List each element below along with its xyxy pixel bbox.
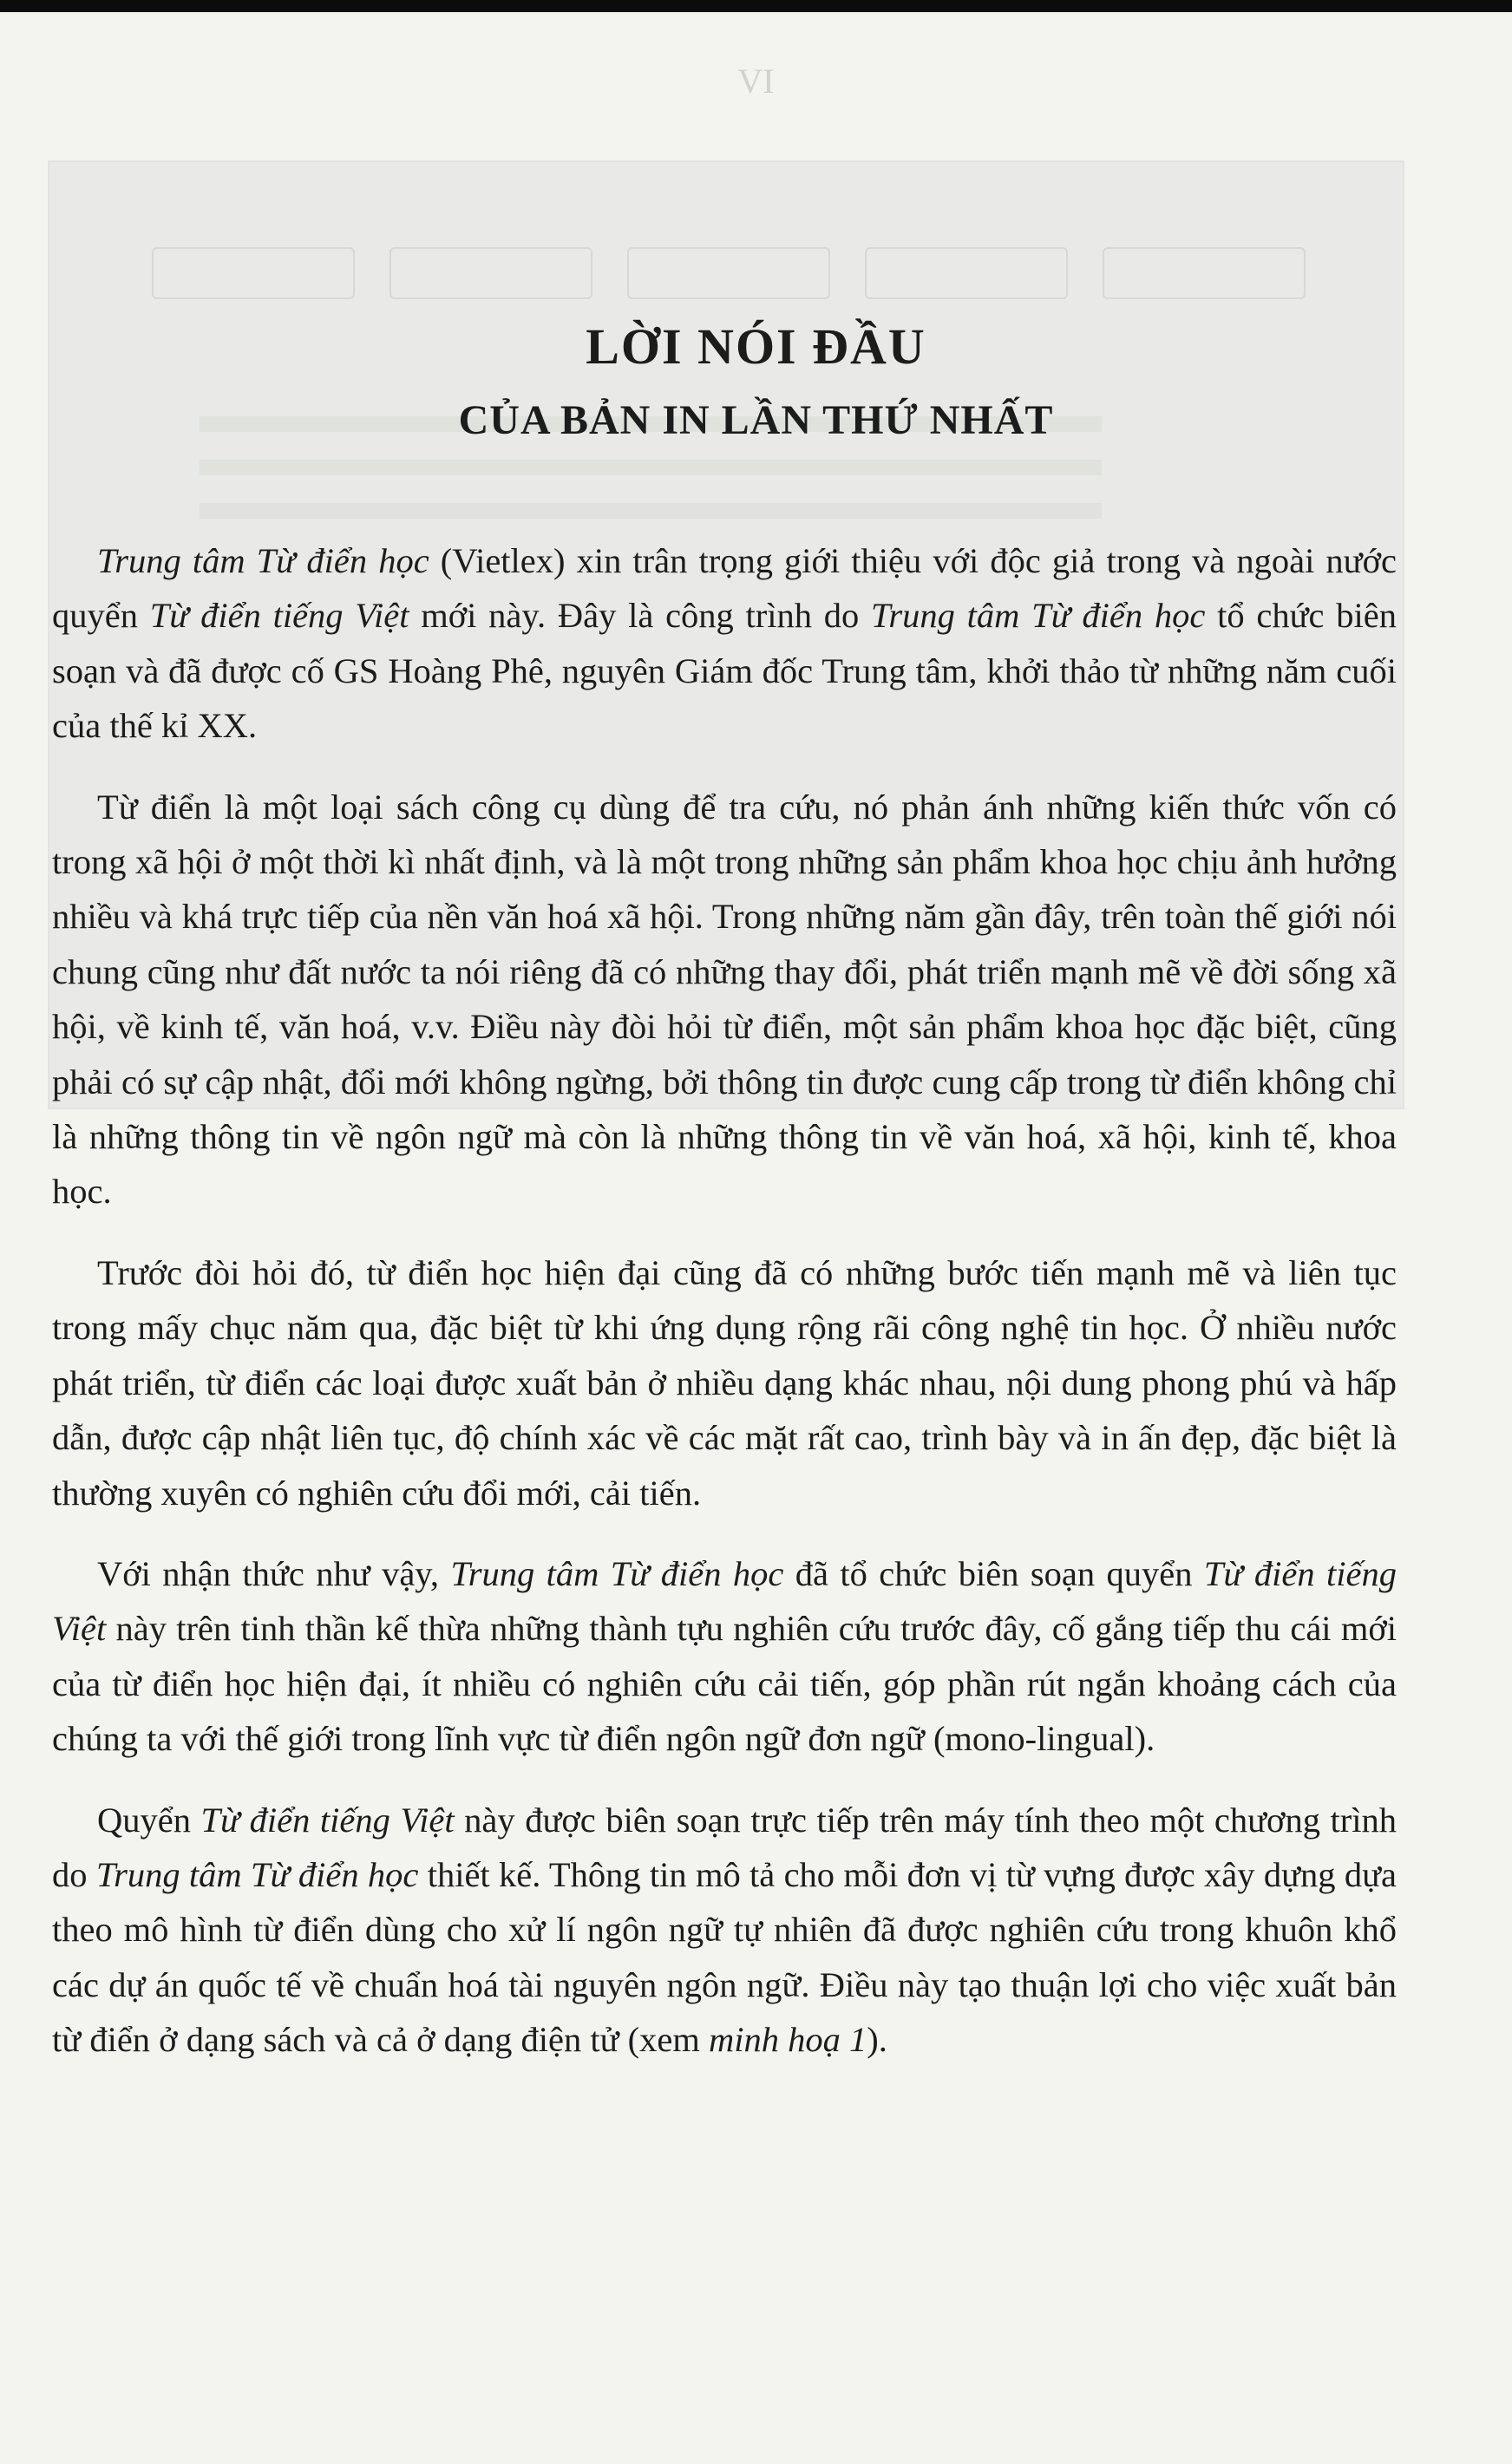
paragraph xyxy=(52,780,1397,1219)
italic-text: Từ điển tiếng Việt xyxy=(149,596,409,636)
page-number: VI xyxy=(737,62,775,101)
paragraph xyxy=(52,1793,1397,2068)
italic-text: Trung tâm Từ điển học xyxy=(95,1854,419,1894)
italic-text: minh hoạ 1 xyxy=(709,2020,867,2060)
text-run: (Vietlex) xin trân trọng giới thiệu với độc giả trong và ngoài nước quyển xyxy=(52,541,1397,636)
text-run: mới này. Đây là công trình do xyxy=(409,596,872,636)
text-run: đã tổ chức biên soạn quyển xyxy=(783,1553,1204,1593)
paragraph xyxy=(52,1546,1397,1767)
bleed-line xyxy=(200,460,1102,475)
bleed-tab xyxy=(1103,247,1306,299)
italic-text: Từ điển tiếng Việt xyxy=(200,1800,455,1840)
text-run: Với nhận thức như vậy, xyxy=(97,1553,451,1593)
bleed-tab xyxy=(152,247,355,299)
bleed-tab xyxy=(627,247,830,299)
body-text xyxy=(52,533,1397,2068)
italic-text: Trung tâm Từ điển học xyxy=(871,596,1206,636)
text-run: ). xyxy=(867,2020,887,2060)
italic-text: Từ điển tiếng Việt xyxy=(52,1553,1397,1649)
text-run: này trên tinh thần kế thừa những thành tựu nghiên cứu trước đây, cố gắng tiếp thu cái mới của từ điển học hiện đại, ít nhiều có nghiên cứu cải tiến, góp phần rút ngắn khoảng cách của chúng ta với thế giới trong lĩnh vực từ điển ngôn ngữ đơn ngữ (mono-lingual). xyxy=(52,1609,1397,1759)
text-run: tổ chức biên soạn và đã được cố GS Hoàng Phê, nguyên Giám đốc Trung tâm, khởi thảo từ những năm cuối của thế kỉ XX. xyxy=(52,596,1397,746)
paragraph xyxy=(52,533,1397,754)
paragraph xyxy=(52,1245,1397,1520)
text-run: Trước đòi hỏi đó, từ điển học hiện đại cũng đã có những bước tiến mạnh mẽ và liên tục trong mấy chục năm qua, đặc biệt từ khi ứng dụng rộng rãi công nghệ tin học. Ở nhiều nước phát triển, từ điển các loại được xuất bản ở nhiều dạng khác nhau, nội dung phong phú và hấp dẫn, được cập nhật liên tục, độ chính xác về các mặt rất cao, trình bày và in ấn đẹp, đặc biệt là thường xuyên có nghiên cứu đổi mới, cải tiến. xyxy=(52,1252,1397,1513)
italic-text: Trung tâm Từ điển học xyxy=(450,1553,784,1593)
title-block xyxy=(0,308,1512,455)
bleed-line xyxy=(200,503,1102,519)
italic-text: Trung tâm Từ điển học xyxy=(97,541,429,580)
text-run: Quyển xyxy=(97,1800,201,1840)
text-run: Từ điển là một loại sách công cụ dùng để tra cứu, nó phản ánh những kiến thức vốn có trong xã hội ở một thời kì nhất định, và là một trong những sản phẩm khoa học chịu ảnh hưởng nhiều và khá trực tiếp của nền văn hoá xã hội. Trong những năm gần đây, trên toàn thế giới nói chung cũng như đất nước ta nói riêng đã có những thay đổi, phát triển mạnh mẽ về đời sống xã hội, về kinh tế, văn hoá, v.v. Điều này đòi hỏi từ điển, một sản phẩm khoa học đặc biệt, cũng phải có sự cập nhật, đổi mới không ngừng, bởi thông tin được cung cấp trong từ điển không chỉ là những thông tin về ngôn ngữ mà còn là những thông tin về văn hoá, xã hội, kinh tế, khoa học. xyxy=(52,787,1397,1212)
bleed-through-tabs xyxy=(152,247,1306,299)
page-top-edge xyxy=(0,0,1512,12)
bleed-tab xyxy=(389,247,592,299)
text-run: thiết kế. Thông tin mô tả cho mỗi đơn vị từ vựng được xây dựng dựa theo mô hình từ điển dùng cho xử lí ngôn ngữ tự nhiên đã được nghiên cứu trong khuôn khổ các dự án quốc tế về chuẩn hoá tài nguyên ngôn ngữ. Điều này tạo thuận lợi cho việc xuất bản từ điển ở dạng sách và cả ở dạng điện tử (xem xyxy=(52,1854,1397,2060)
bleed-tab xyxy=(865,247,1068,299)
page-title: LỜI NÓI ĐẦU xyxy=(586,318,926,375)
page-subtitle: CỦA BẢN IN LẦN THỨ NHẤT xyxy=(458,397,1054,443)
text-run: này được biên soạn trực tiếp trên máy tính theo một chương trình do xyxy=(52,1800,1397,1894)
